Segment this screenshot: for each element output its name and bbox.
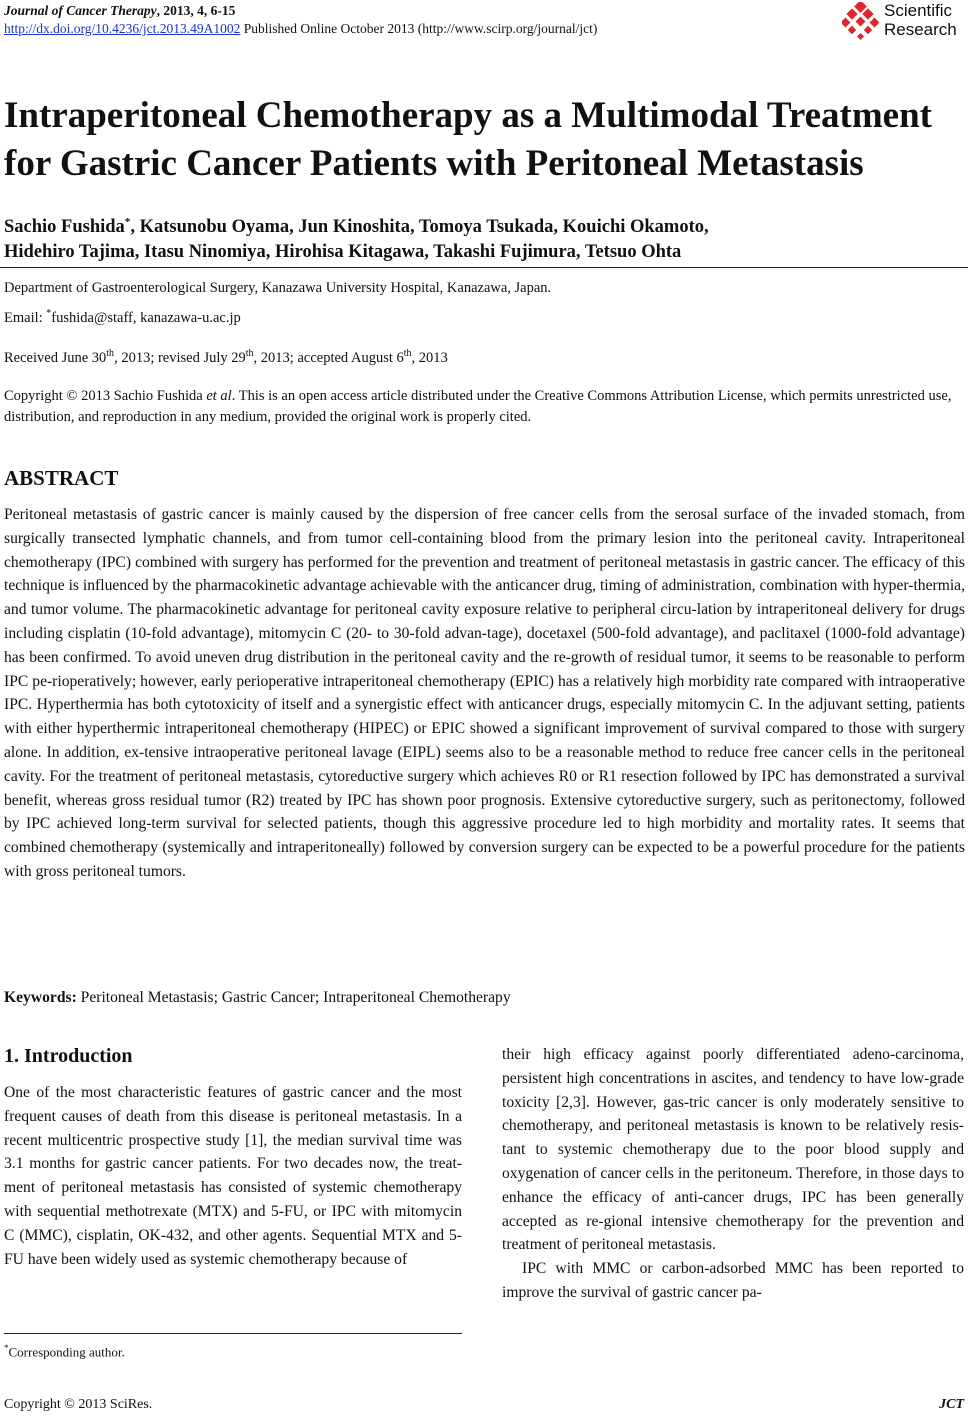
journal-citation	[4, 2, 235, 19]
keywords-label: Keywords:	[4, 989, 77, 1006]
corresponding-author: Sachio Fushida	[4, 217, 125, 238]
intro-left-column	[4, 1081, 462, 1271]
copyright-pre: Copyright © 2013 Sachio Fushida	[4, 388, 207, 404]
received-text: Received June 30	[4, 349, 107, 366]
logo-line-2: Research	[884, 20, 957, 39]
email-mark: *	[46, 308, 52, 319]
ordinal-suffix: th	[403, 348, 412, 359]
footer-journal-abbrev: JCT	[939, 1397, 964, 1412]
header-divider	[0, 267, 968, 268]
year-text: , 2013	[411, 349, 448, 366]
footnote-text: Corresponding author.	[8, 1344, 125, 1360]
footnote	[4, 1339, 125, 1361]
publisher-logo	[842, 0, 966, 42]
doi-link[interactable]: http://dx.doi.org/10.4236/jct.2013.49A1002	[4, 21, 241, 36]
coauthors-1: , Katsunobu Oyama, Jun Kinoshita, Tomoya Tsukada, Kouichi Okamoto,	[130, 217, 709, 238]
logo-wordmark	[884, 1, 957, 39]
ordinal-suffix: th	[245, 348, 254, 359]
abstract-text: Peritoneal metastasis of gastric cancer is mainly caused by the dispersion of free cancer cells from the serosal surface of the invaded stomach, from surgically transected lymphatic channels, and from tumor cell-containing blood from the primary lesion into the peritoneal cavity. Intraperitoneal chemotherapy (IPC) combined with surgery has performed for the prevention and treatment of peritoneal metastasis in gastric cancer. The efficacy of this technique is influenced by the pharmacokinetic advantage achievable with the anticancer drug, timing of administration, combination with hyper-thermia, and tumor volume. The pharmacokinetic advantage for peritoneal cavity exposure relative to peripheral circu-lation by intraperitoneal delivery for drugs including cisplatin (10-fold advantage), mitomycin C (20- to 30-fold advan-tage), docetaxel (500-fold advantage), and paclitaxel (1000-fold advantage) has been confirmed. To avoid uneven drug distribution in the peritoneal cavity and the re-growth of residual tumor, it seems to be reasonable to perform IPC pe-rioperatively; however, early perioperative intraperitoneal chemotherapy (EPIC) has a relatively high morbidity rate compared with intraoperative IPC. Hyperthermia has both cytotoxicity of itself and a synergistic effect with anticancer drugs, especially mitomycin C. In the adjuvant setting, patients with either hyperthermic intraperitoneal chemotherapy (HIPEC) or EPIC showed a significant improvement of survival compared to those with surgery alone. In addition, ex-tensive intraoperative peritoneal lavage (EIPL) seems also to be a reasonable method to reduce free cancer cells in the peritoneal cavity. For the treatment of peritoneal metastasis, cytoreductive surgery which achieves R0 or R1 resection followed by IPC has demonstrated a survival benefit, whereas gross residual tumor (R2) treated by IPC has shown poor prognosis. Extensive cytoreductive surgery, such as peritonectomy, followed by IPC achieved long-term survival for selected patients, though this aggressive procedure led to high morbidity and mortality rates. It seems that combined chemotherapy (systemically and intraperitoneally) followed by conversion surgery can be expected to be a powerful procedure for the patients with gross peritoneal tumors.	[4, 506, 965, 880]
ordinal-suffix: th	[106, 348, 115, 359]
paper-title: Intraperitoneal Chemotherapy as a Multimodal Treatment for Gastric Cancer Patients with Peritoneal Metastasis	[4, 95, 932, 184]
copyright-notice	[4, 386, 964, 428]
abstract-heading: ABSTRACT	[4, 466, 119, 490]
received-dates	[4, 344, 448, 368]
intro-right-column	[502, 1043, 964, 1305]
publication-line	[4, 20, 597, 37]
email-address[interactable]: fushida@staff, kanazawa-u.ac.jp	[51, 309, 241, 326]
author-line-2: Hidehiro Tajima, Itasu Ninomiya, Hirohisa Kitagawa, Takashi Fujimura, Tetsuo Ohta	[4, 242, 682, 263]
logo-line-1: Scientific	[884, 1, 953, 20]
revised-text: , 2013; revised July 29	[114, 349, 246, 366]
intro-paragraph-2: IPC with MMC or carbon-adsorbed MMC has been reported to improve the survival of gastric cancer pa-	[502, 1260, 964, 1301]
footnote-divider	[4, 1333, 462, 1334]
accepted-text: , 2013; accepted August 6	[253, 349, 404, 366]
email-label: Email:	[4, 309, 47, 326]
journal-issue: , 2013, 4, 6-15	[156, 3, 236, 18]
copyright-post: . This is an open access article distributed under the Creative Commons Attribution License, which permits unrestricted use, distribution, and reproduction in any medium, provided the original work is properly cited.	[4, 388, 952, 425]
footer-copyright: Copyright © 2013 SciRes.	[4, 1397, 153, 1412]
keywords-line	[4, 987, 511, 1009]
intro-heading: 1. Introduction	[4, 1045, 133, 1067]
affiliation: Department of Gastroenterological Surgery, Kanazawa University Hospital, Kanazawa, Japan.	[4, 280, 552, 296]
journal-name: Journal of Cancer Therapy	[4, 3, 157, 18]
author-line-1	[4, 210, 964, 240]
scientific-research-logo-icon	[842, 2, 882, 42]
keywords-text: Peritoneal Metastasis; Gastric Cancer; Intraperitoneal Chemotherapy	[76, 989, 511, 1006]
intro-paragraph-1: One of the most characteristic features of gastric cancer and the most frequent causes of death from this disease is peritoneal metastasis. In a recent multicentric prospective study [1], the median survival time was 3.1 months for gastric cancer patients. For two decades now, the treat-ment of peritoneal metastasis has consisted of systemic chemotherapy with sequential methotrexate (MTX) and 5-FU, or IPC with mitomycin C (MMC), cisplatin, OK-432, and other agents. Sequential MTX and 5-FU have been widely used as systemic chemotherapy because of	[4, 1084, 462, 1268]
corresponding-mark: *	[124, 216, 131, 228]
published-online: Published Online October 2013 (http://www.scirp.org/journal/jct)	[240, 21, 598, 36]
email-line	[4, 304, 241, 328]
author-list	[4, 210, 964, 265]
footnote-mark: *	[4, 1343, 9, 1353]
copyright-etal: et al	[206, 388, 232, 404]
intro-paragraph-continued: their high efficacy against poorly differentiated adeno-carcinoma, persistent high concentrations in ascites, and tendency to have low-grade toxicity [2,3]. However, gas-tric cancer is only moderately sensitive to chemotherapy, and peritoneal metastasis is known to be relatively resis-tant to systemic chemotherapy due to the poor blood supply and oxygenation of cancer cells in the peritoneum. Therefore, in those days to enhance the efficacy of anti-cancer drugs, IPC has been generally accepted as re-gional intensive chemotherapy for the prevention and treatment of peritoneal metastasis.	[502, 1046, 964, 1254]
